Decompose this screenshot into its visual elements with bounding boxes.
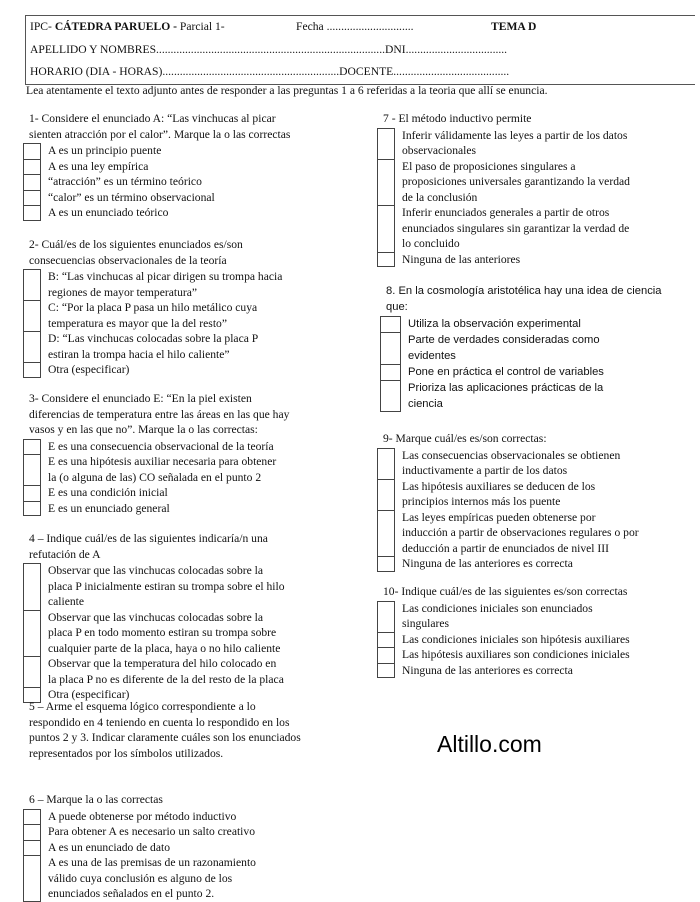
- option-text: Las condiciones iniciales son enunciados singulares: [402, 601, 593, 630]
- answer-checkbox[interactable]: [23, 840, 41, 856]
- answer-checkbox[interactable]: [377, 663, 395, 679]
- option-row: [23, 362, 363, 378]
- answer-checkbox[interactable]: [23, 300, 41, 331]
- option-text: “atracción” es un término teórico: [48, 175, 202, 188]
- tema-label: TEMA D: [491, 20, 537, 33]
- option-row: [23, 501, 363, 517]
- schedule-teacher-field[interactable]: HORARIO (DIA - HORAS).............................................................DOCENTE........................................: [30, 65, 510, 78]
- date-field[interactable]: Fecha ..............................: [296, 20, 414, 33]
- question-text: 6 – Marque la o las correctas: [29, 793, 163, 806]
- option-text: Observar que la temperatura del hilo colocado en la placa P no es diferente de la del resto de la placa: [48, 657, 284, 686]
- answer-checkbox[interactable]: [377, 128, 395, 159]
- option-row: [377, 647, 695, 663]
- option-text: A es una ley empírica: [48, 159, 149, 173]
- answer-checkbox[interactable]: [377, 252, 395, 268]
- option-row: [23, 331, 363, 362]
- question-9: [377, 431, 695, 572]
- option-row: [23, 300, 363, 331]
- options-list: [377, 128, 695, 268]
- question-4: [23, 531, 363, 703]
- option-row: [377, 556, 695, 572]
- answer-checkbox[interactable]: [23, 190, 41, 206]
- question-7: [377, 111, 695, 267]
- question-text: 1- Considere el enunciado A: “Las vinchucas al picar sienten atracción por el calor”. Marque la o las correctas: [29, 112, 291, 141]
- option-row: [377, 510, 695, 557]
- name-dni-field[interactable]: APELLIDO Y NOMBRES...............................................................................DNI...................................: [30, 43, 508, 56]
- question-text: 8. En la cosmología aristotélica hay una idea de ciencia que:: [386, 285, 662, 313]
- option-row: [23, 159, 363, 175]
- question-text: 10- Indique cuál/es de las siguientes es/son correctas: [383, 585, 628, 598]
- option-row: [23, 439, 363, 455]
- answer-checkbox[interactable]: [23, 855, 41, 902]
- option-text: Las leyes empíricas pueden obtenerse por inducción a partir de observaciones regulares o por deducción a partir de enunciados de nivel III: [402, 510, 639, 555]
- option-row: [380, 380, 695, 412]
- answer-checkbox[interactable]: [23, 269, 41, 300]
- options-list: [23, 143, 363, 221]
- option-text: E es una condición inicial: [48, 486, 168, 499]
- option-row: [23, 563, 363, 610]
- option-row: [23, 269, 363, 300]
- answer-checkbox[interactable]: [23, 563, 41, 610]
- answer-checkbox[interactable]: [377, 632, 395, 648]
- option-row: [23, 656, 363, 687]
- option-row: [23, 824, 363, 840]
- option-text: Otra (especificar): [48, 363, 130, 376]
- option-row: [23, 143, 363, 159]
- option-text: El paso de proposiciones singulares a proposiciones universales garantizando la verdad de la conclusión: [402, 159, 630, 204]
- option-text: C: “Por la placa P pasa un hilo metálico cuya temperatura es mayor que la del resto”: [48, 301, 258, 330]
- option-text: B: “Las vinchucas al picar dirigen su trompa hacia regiones de mayor temperatura”: [48, 270, 283, 299]
- options-list: [377, 448, 695, 572]
- option-text: Ninguna de las anteriores: [402, 252, 521, 266]
- option-text: Las hipótesis auxiliares se deducen de los principios internos más los puente: [402, 479, 596, 508]
- answer-checkbox[interactable]: [380, 364, 401, 380]
- header-line-1: [30, 20, 537, 33]
- option-text: E es un enunciado general: [48, 501, 170, 515]
- question-text: 2- Cuál/es de los siguientes enunciados es/son consecuencias observacionales de la teoría: [29, 238, 243, 267]
- option-text: Ninguna de las anteriores es correcta: [402, 663, 573, 677]
- option-text: Las condiciones iniciales son hipótesis auxiliares: [402, 632, 630, 646]
- question-3: [23, 391, 363, 516]
- answer-checkbox[interactable]: [377, 479, 395, 510]
- option-text: A es una de las premisas de un razonamiento válido cuya conclusión es alguno de los enunciados señalados en el punto 2.: [48, 856, 256, 900]
- answer-checkbox[interactable]: [23, 610, 41, 657]
- answer-checkbox[interactable]: [380, 380, 401, 412]
- answer-checkbox[interactable]: [23, 454, 41, 485]
- option-text: Inferir válidamente las leyes a partir de los datos observacionales: [402, 128, 628, 157]
- option-text: Utiliza la observación experimental: [408, 318, 581, 330]
- option-text: Prioriza las aplicaciones prácticas de la ciencia: [408, 382, 604, 410]
- answer-checkbox[interactable]: [377, 448, 395, 479]
- option-text: E es una consecuencia observacional de la teoría: [48, 439, 274, 453]
- option-row: [380, 332, 695, 364]
- option-row: [377, 128, 695, 159]
- answer-checkbox[interactable]: [23, 656, 41, 687]
- option-row: [377, 663, 695, 679]
- option-text: A es un principio puente: [48, 144, 162, 157]
- option-text: Observar que las vinchucas colocadas sobre la placa P inicialmente estiran su trompa sobre el hilo caliente: [48, 564, 285, 608]
- options-list: [380, 316, 695, 412]
- options-list: [23, 439, 363, 517]
- option-row: [377, 448, 695, 479]
- option-row: [23, 855, 363, 902]
- option-row: [23, 205, 363, 221]
- answer-checkbox[interactable]: [377, 510, 395, 557]
- options-list: [23, 809, 363, 902]
- answer-checkbox[interactable]: [23, 501, 41, 517]
- option-text: Otra (especificar): [48, 688, 130, 701]
- option-text: A es un enunciado de dato: [48, 840, 171, 854]
- question-6: [23, 792, 363, 902]
- option-row: [377, 632, 695, 648]
- option-row: [23, 809, 363, 825]
- chair-label: CÁTEDRA PARUELO -: [54, 20, 177, 33]
- option-row: [23, 610, 363, 657]
- options-list: [23, 563, 363, 703]
- option-text: Observar que las vinchucas colocadas sobre la placa P en todo momento estiran su trompa sobre cualquier parte de la placa, haya o no hilo caliente: [48, 610, 281, 655]
- option-row: [23, 174, 363, 190]
- option-text: E es una hipótesis auxiliar necesaria para obtener la (o alguna de las) CO señalada en el punto 2: [48, 455, 277, 484]
- answer-checkbox[interactable]: [23, 143, 41, 159]
- option-text: A puede obtenerse por método inductivo: [48, 809, 237, 823]
- options-list: [23, 269, 363, 378]
- option-row: [380, 364, 695, 380]
- option-row: [380, 316, 695, 332]
- exam-label: Parcial 1-: [176, 20, 225, 33]
- course-label: IPC-: [30, 20, 55, 33]
- answer-checkbox[interactable]: [23, 362, 41, 378]
- option-text: Pone en práctica el control de variables: [408, 366, 604, 378]
- answer-checkbox[interactable]: [380, 332, 401, 364]
- answer-checkbox[interactable]: [23, 174, 41, 190]
- answer-checkbox[interactable]: [380, 316, 401, 332]
- option-row: [23, 840, 363, 856]
- answer-checkbox[interactable]: [377, 647, 395, 663]
- option-text: Parte de verdades consideradas como evidentes: [408, 334, 600, 362]
- answer-checkbox[interactable]: [23, 159, 41, 175]
- answer-checkbox[interactable]: [377, 205, 395, 252]
- option-row: [377, 479, 695, 510]
- answer-checkbox[interactable]: [23, 439, 41, 455]
- answer-checkbox[interactable]: [377, 159, 395, 206]
- answer-checkbox[interactable]: [23, 485, 41, 501]
- answer-checkbox[interactable]: [23, 809, 41, 825]
- option-row: [377, 601, 695, 632]
- option-text: Para obtener A es necesario un salto creativo: [48, 825, 255, 838]
- option-text: D: “Las vinchucas colocadas sobre la placa P estiran la trompa hacia el hilo caliente”: [48, 332, 259, 361]
- option-text: Ninguna de las anteriores es correcta: [402, 557, 573, 570]
- question-5: [29, 699, 369, 761]
- question-text: 3- Considere el enunciado E: “En la piel existen diferencias de temperatura entre las áreas en las que hay vasos y en las que no”. Marque la o las correctas:: [29, 392, 290, 436]
- question-1: [23, 111, 363, 221]
- answer-checkbox[interactable]: [377, 556, 395, 572]
- option-text: Las hipótesis auxiliares son condiciones iniciales: [402, 648, 630, 661]
- question-8: [380, 283, 695, 412]
- option-text: Las consecuencias observacionales se obtienen inductivamente a partir de los datos: [402, 448, 621, 477]
- option-text: Inferir enunciados generales a partir de otros enunciados singulares sin garantizar la verdad de lo concluido: [402, 206, 630, 250]
- option-row: [377, 205, 695, 252]
- question-text: 4 – Indique cuál/es de las siguientes indicaría/n una refutación de A: [29, 532, 268, 561]
- instructions: Lea atentamente el texto adjunto antes de responder a las preguntas 1 a 6 referidas a la teoria que allí se enuncia.: [26, 84, 548, 97]
- watermark-logo: Altillo.com: [437, 731, 542, 757]
- answer-checkbox[interactable]: [377, 601, 395, 632]
- option-text: “calor” es un término observacional: [48, 190, 215, 204]
- answer-checkbox[interactable]: [23, 331, 41, 362]
- question-10: [377, 584, 695, 678]
- question-text: 9- Marque cuál/es es/son correctas:: [383, 432, 547, 445]
- question-2: [23, 237, 363, 378]
- options-list: [377, 601, 695, 679]
- exam-header: [25, 15, 695, 85]
- answer-checkbox[interactable]: [23, 824, 41, 840]
- answer-checkbox[interactable]: [23, 205, 41, 221]
- question-text: 7 - El método inductivo permite: [383, 112, 532, 125]
- option-row: [377, 159, 695, 206]
- option-row: [23, 454, 363, 485]
- option-row: [23, 190, 363, 206]
- question-text: 5 – Arme el esquema lógico correspondiente a lo respondido en 4 teniendo en cuenta lo respondido en los puntos 2 y 3. Indicar claramente cuáles son los enunciados representados por los símbolos utilizados.: [29, 700, 301, 760]
- option-row: [377, 252, 695, 268]
- option-text: A es un enunciado teórico: [48, 206, 169, 219]
- option-row: [23, 485, 363, 501]
